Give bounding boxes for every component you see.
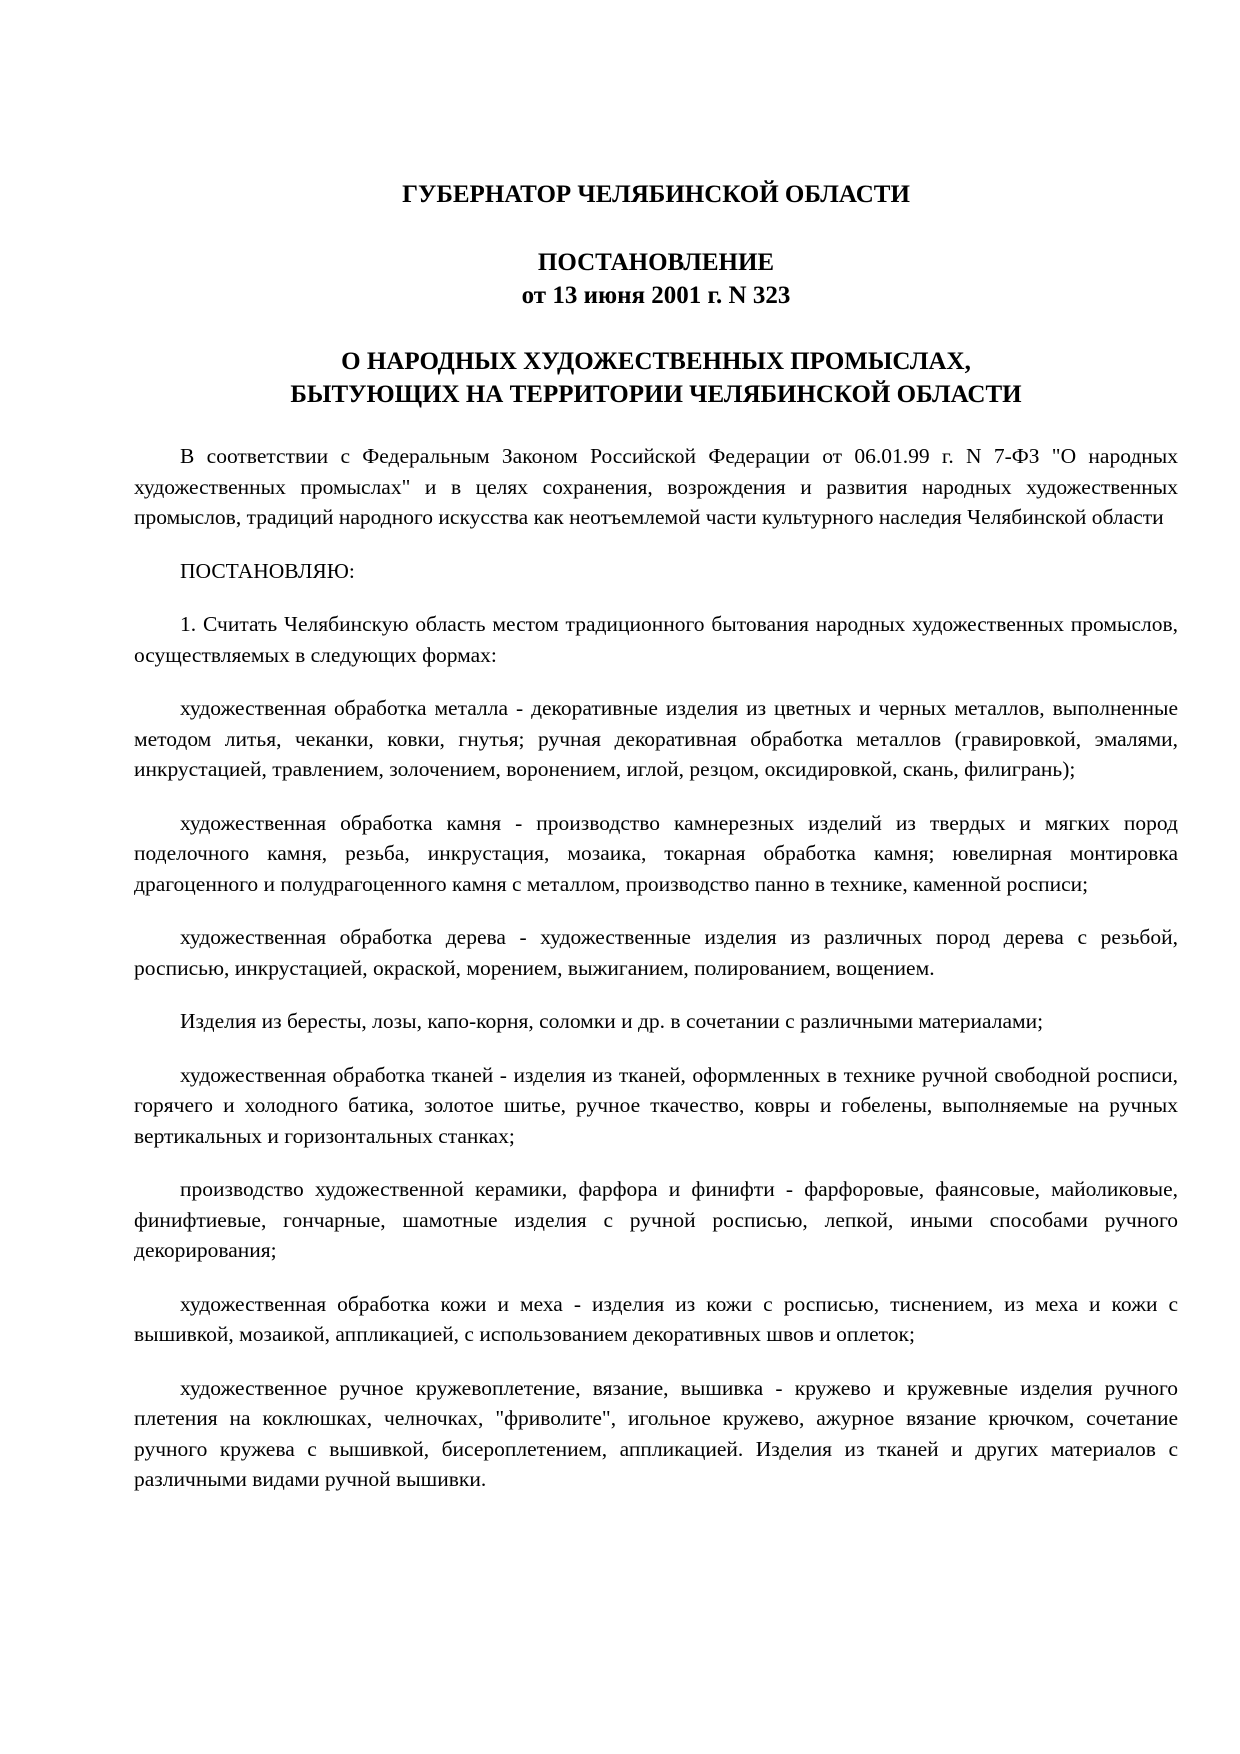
form-stone-paragraph: художественная обработка камня - производство камнерезных изделий из твердых и мягких пород поделочного камня, резьба, инкрустация, мозаика, токарная обработка камня; ювелирная монтировка драгоценного и полудрагоценного камня с металлом, производство панно в технике, каменной росписи; (134, 810, 1178, 896)
form-ceramics-paragraph: производство художественной керамики, фарфора и финифти - фарфоровые, фаянсовые, майоликовые, финифтиевые, гончарные, шамотные изделия с ручной росписью, лепкой, иными способами ручного декорирования; (134, 1177, 1178, 1262)
document-body (134, 441, 1178, 1495)
subject-line-2: БЫТУЮЩИХ НА ТЕРРИТОРИИ ЧЕЛЯБИНСКОЙ ОБЛАСТИ (290, 381, 1022, 408)
form-wood-paragraph: художественная обработка дерева - художественные изделия из различных пород дерева с резьбой, росписью, инкрустацией, окраской, морением, выжиганием, полированием, вощением. (134, 925, 1178, 980)
clause-1-paragraph: 1. Считать Челябинскую область местом традиционного бытования народных художественных промыслов, осуществляемых в следующих формах: (134, 612, 1178, 667)
document-subject-heading (134, 345, 1178, 411)
document-type-heading: ПОСТАНОВЛЕНИЕ (537, 249, 775, 276)
subject-line-1: О НАРОДНЫХ ХУДОЖЕСТВЕННЫХ ПРОМЫСЛАХ, (341, 348, 971, 375)
form-leather-paragraph: художественная обработка кожи и меха - изделия из кожи с росписью, тиснением, из меха и кожи с вышивкой, мозаикой, аппликацией, с использованием декоративных швов и оплеток; (134, 1291, 1178, 1346)
form-metal-paragraph: художественная обработка металла - декоративные изделия из цветных и черных металлов, выполненные методом литья, чеканки, ковки, гнутья; ручная декоративная обработка металлов (гравировкой, эмалями, инкрустацией, травлением, золочением, воронением, иглой, резцом, оксидировкой, скань, филигрань); (134, 696, 1178, 781)
resolve-statement: ПОСТАНОВЛЯЮ: (180, 558, 355, 583)
form-lace-paragraph: художественное ручное кружевоплетение, вязание, вышивка - кружево и кружевные изделия ручного плетения на коклюшках, челночках, "фриволите", игольное кружево, ажурное вязание крючком, сочетание ручного кружева с вышивкой, бисероплетением, аппликацией. Изделия из тканей и других материалов с различными видами ручной вышивки. (134, 1375, 1178, 1491)
preamble-paragraph: В соответствии с Федеральным Законом Российской Федерации от 06.01.99 г. N 7-ФЗ "О народных художественных промыслах" и в целях сохранения, возрождения и развития народных художественных промыслов, традиций народного искусства как неотъемлемой части культурного наследия Челябинской области (134, 444, 1178, 529)
form-birch-bark-paragraph: Изделия из бересты, лозы, капо-корня, соломки и др. в сочетании с различными материалами; (180, 1009, 1044, 1033)
form-textile-paragraph: художественная обработка тканей - изделия из тканей, оформленных в технике ручной свободной росписи, горячего и холодного батика, золотое шитье, ручное ткачество, ковры и гобелены, выполняемые на ручных вертикальных и горизонтальных станках; (134, 1062, 1178, 1148)
authority-heading: ГУБЕРНАТОР ЧЕЛЯБИНСКОЙ ОБЛАСТИ (402, 181, 910, 208)
document-date-number: от 13 июня 2001 г. N 323 (521, 282, 791, 309)
document-page (134, 0, 1178, 1518)
